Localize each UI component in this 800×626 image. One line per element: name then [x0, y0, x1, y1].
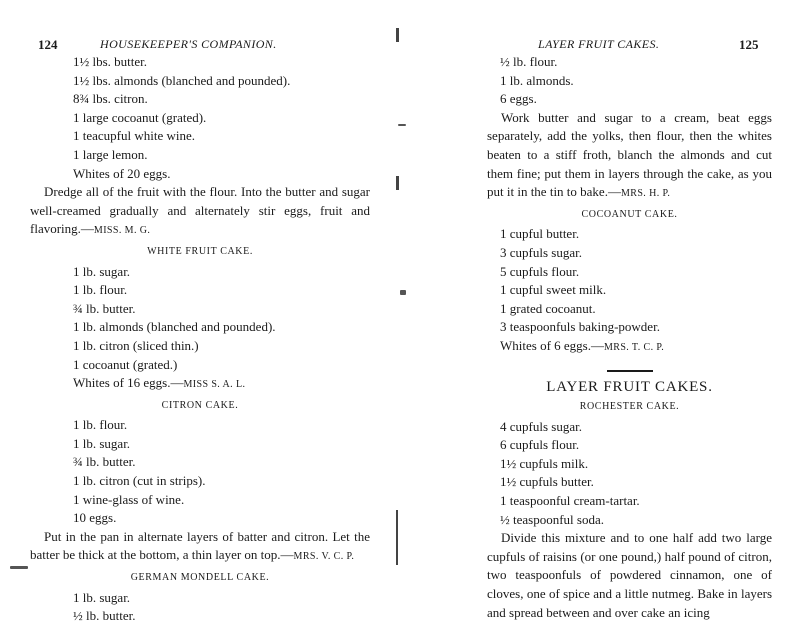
- text: 1 teacupful white wine.: [73, 128, 196, 144]
- ingredient-line: [487, 300, 772, 319]
- text: ½ lb. flour.: [500, 54, 558, 69]
- text: 1 large cocoanut (grated).: [73, 109, 207, 125]
- ingredient-line: [487, 318, 772, 337]
- ingredient-line: [487, 337, 772, 358]
- text: GERMAN MONDELL CAKE.: [130, 572, 270, 584]
- text: CITRON CAKE.: [161, 399, 239, 411]
- ingredient-line: [30, 509, 370, 528]
- ingredient-line: [30, 607, 370, 626]
- text: 3 teaspoonfuls baking-powder.: [500, 319, 660, 335]
- ingredient-line: [30, 90, 370, 109]
- text: WHITE FRUIT CAKE.: [147, 245, 253, 257]
- ingredient-line: [487, 511, 772, 530]
- text: ¾ lb. butter.: [73, 454, 136, 470]
- scan-speck: [10, 566, 28, 569]
- text: 1 lb. sugar.: [73, 435, 131, 451]
- text: Whites of 6 eggs.—: [500, 337, 604, 353]
- recipe-title: [30, 241, 370, 263]
- recipe-title: [30, 395, 370, 417]
- ingredient-line: [30, 374, 370, 395]
- text: 1 cupful butter.: [500, 226, 580, 242]
- text: 1½ cupfuls milk.: [500, 455, 589, 471]
- ingredient-line: [30, 589, 370, 608]
- right-page: [400, 0, 800, 620]
- text: Work butter and sugar to a cream, beat eggs separately, add the yolks, then flour, then the whites beaten to a stiff froth, blanch the almonds and cut them fine; put them in layers through the cake, as you put it in the tin to bake.—: [487, 109, 772, 200]
- running-head: HOUSEKEEPER'S COMPANION.: [100, 37, 277, 51]
- page-text: [30, 53, 370, 626]
- recipe-title: [487, 396, 772, 418]
- text: ¾ lb. butter.: [73, 300, 136, 316]
- text: 1 lb. flour.: [73, 417, 128, 433]
- text: 1 lb. sugar.: [73, 589, 131, 605]
- ingredient-line: [30, 72, 370, 91]
- text: 1 lb. almonds.: [500, 72, 574, 88]
- recipe-title: [487, 204, 772, 226]
- page-number: 124: [38, 37, 58, 52]
- ingredient-line: [30, 435, 370, 454]
- recipe-title: [30, 567, 370, 589]
- text: LAYER FRUIT CAKES.: [546, 378, 713, 395]
- page-number: 125: [739, 37, 759, 52]
- contributor-signature: MRS. V. C. P.: [293, 551, 355, 563]
- gutter-mark: [396, 510, 398, 565]
- text: COCOANUT CAKE.: [581, 208, 678, 220]
- ingredient-line: [487, 53, 772, 72]
- text: 1 lb. almonds (blanched and pounded).: [73, 319, 276, 335]
- ingredient-line: [30, 127, 370, 146]
- ingredient-line: [487, 90, 772, 109]
- text: 1½ lbs. almonds (blanched and pounded).: [73, 72, 291, 88]
- running-head: LAYER FRUIT CAKES.: [538, 37, 660, 51]
- recipe-instructions: [30, 183, 370, 241]
- gutter-mark: [396, 28, 399, 42]
- section-rule: [607, 370, 653, 372]
- text: 1 grated cocoanut.: [500, 300, 596, 316]
- text: 1 teaspoonful cream-tartar.: [500, 493, 640, 509]
- scan-speck: [398, 124, 406, 126]
- text: 1½ lbs. butter.: [73, 54, 148, 69]
- ingredient-line: [487, 263, 772, 282]
- contributor-signature: MISS. M. G.: [93, 225, 151, 237]
- text: 4 cupfuls sugar.: [500, 418, 582, 434]
- gutter-mark: [396, 176, 399, 190]
- text: 1 cocoanut (grated.): [73, 356, 178, 372]
- ingredient-line: [30, 53, 370, 72]
- text: ½ teaspoonful soda.: [500, 511, 604, 527]
- ingredient-line: [487, 492, 772, 511]
- ingredient-line: [487, 72, 772, 91]
- ingredient-line: [30, 318, 370, 337]
- text: 1 large lemon.: [73, 146, 148, 162]
- text: Dredge all of the fruit with the flour. Into the butter and sugar well-creamed gradually and alternately stir eggs, fruit and flavoring.—: [30, 184, 370, 237]
- recipe-instructions: [487, 109, 772, 204]
- text: 1½ cupfuls butter.: [500, 474, 594, 490]
- text: 1 lb. sugar.: [73, 263, 131, 279]
- left-page: [0, 0, 400, 624]
- ingredient-line: [487, 418, 772, 437]
- text: 1 cupful sweet milk.: [500, 282, 607, 298]
- text: ROCHESTER CAKE.: [579, 401, 680, 413]
- text: 1 lb. flour.: [73, 282, 128, 298]
- ingredient-line: [30, 491, 370, 510]
- page-text: [487, 53, 772, 622]
- ingredient-line: [487, 225, 772, 244]
- ingredient-line: [30, 263, 370, 282]
- text: ½ lb. butter.: [73, 608, 136, 624]
- ingredient-line: [30, 356, 370, 375]
- section-title: [487, 378, 772, 397]
- contributor-signature: MRS. T. C. P.: [603, 341, 665, 353]
- ingredient-line: [30, 453, 370, 472]
- text: Divide this mixture and to one half add two large cupfuls of raisins (or one pound,) half pound of citron, two teaspoonfuls of powdered cinnamon, one of cloves, one of spice and a little nutmeg. Bake in layers and spread between and over cake an icing: [487, 530, 772, 620]
- ingredient-line: [487, 281, 772, 300]
- contributor-signature: MISS S. A. L.: [183, 379, 246, 391]
- ingredient-line: [30, 416, 370, 435]
- ingredient-line: [487, 455, 772, 474]
- text: Whites of 16 eggs.—: [73, 375, 184, 391]
- ingredient-line: [30, 109, 370, 128]
- ingredient-line: [487, 436, 772, 455]
- ingredient-line: [30, 281, 370, 300]
- scan-speck: [400, 290, 406, 295]
- ingredient-line: [30, 165, 370, 184]
- text: 3 cupfuls sugar.: [500, 244, 582, 260]
- recipe-instructions: [30, 528, 370, 567]
- text: Whites of 20 eggs.: [73, 165, 171, 181]
- text: 6 cupfuls flour.: [500, 437, 580, 453]
- ingredient-line: [30, 337, 370, 356]
- text: 1 wine-glass of wine.: [73, 491, 185, 507]
- ingredient-line: [30, 472, 370, 491]
- ingredient-line: [487, 244, 772, 263]
- text: 10 eggs.: [73, 510, 117, 526]
- text: Put in the pan in alternate layers of batter and citron. Let the batter be thick at the bottom, a thin layer on top.—: [30, 528, 370, 563]
- ingredient-line: [30, 300, 370, 319]
- text: 5 cupfuls flour.: [500, 263, 580, 279]
- contributor-signature: MRS. H. P.: [620, 188, 671, 200]
- text: 1 lb. citron (sliced thin.): [73, 337, 199, 353]
- ingredient-line: [30, 146, 370, 165]
- recipe-instructions: [487, 529, 772, 622]
- text: 6 eggs.: [500, 91, 537, 107]
- text: 1 lb. citron (cut in strips).: [73, 473, 206, 489]
- text: 8¾ lbs. citron.: [73, 91, 148, 107]
- ingredient-line: [487, 473, 772, 492]
